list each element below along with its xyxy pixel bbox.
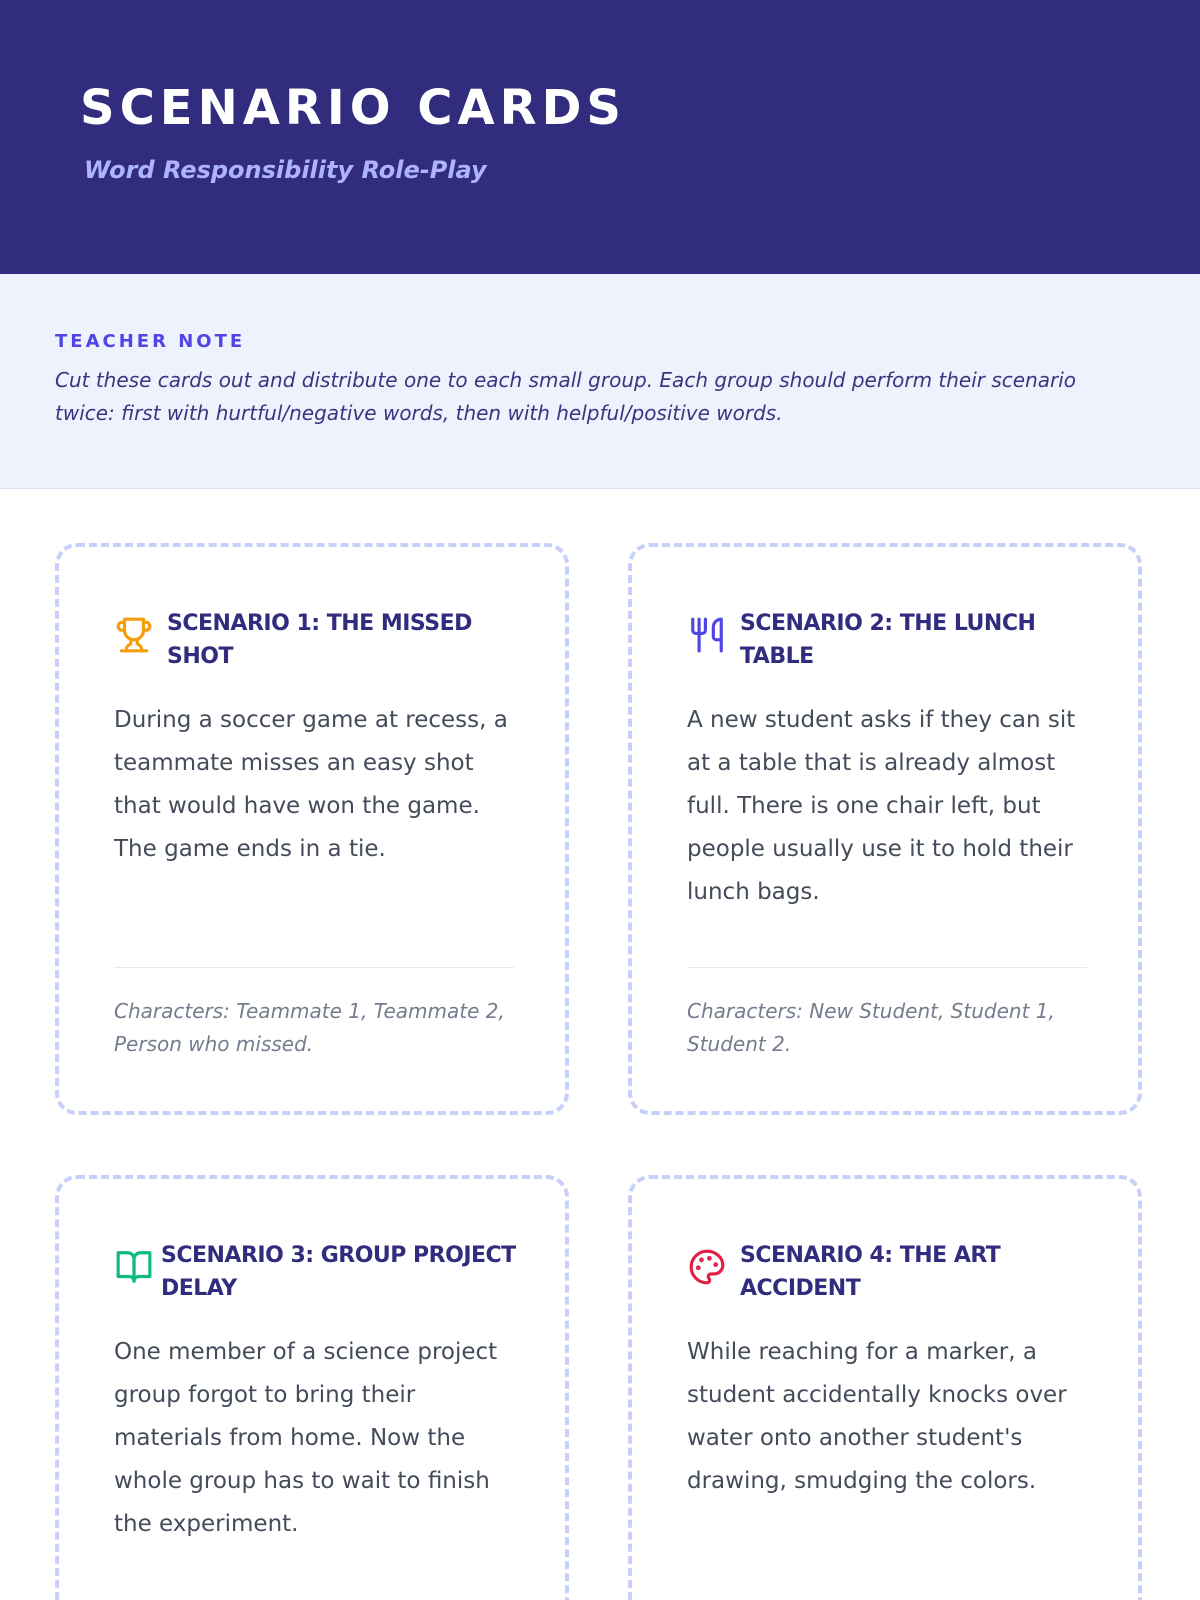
scenario-description: While reaching for a marker, a student accidentally knocks over water onto another student's drawing, smudging the colors. bbox=[687, 1339, 1067, 1494]
scenario-card-4 bbox=[628, 1175, 1142, 1600]
utensils-icon bbox=[688, 615, 726, 655]
page-header bbox=[0, 0, 1200, 274]
page-subtitle: Word Responsibility Role-Play bbox=[84, 156, 487, 184]
trophy-icon bbox=[115, 615, 153, 655]
scenario-title: SCENARIO 3: GROUP PROJECT DELAY bbox=[161, 1243, 516, 1301]
scenario-title: SCENARIO 4: THE ART ACCIDENT bbox=[740, 1243, 1001, 1301]
scenario-title: SCENARIO 2: THE LUNCH TABLE bbox=[740, 611, 1036, 669]
scenario-description: One member of a science project group forgot to bring their materials from home. Now the whole group has to wait to finish the experiment. bbox=[114, 1339, 498, 1537]
teacher-note-title: TEACHER NOTE bbox=[55, 331, 246, 352]
card-divider bbox=[687, 967, 1087, 968]
scenario-characters: Characters: New Student, Student 1, Student 2. bbox=[687, 999, 1055, 1056]
scenario-card-1 bbox=[55, 543, 569, 1115]
page-title: SCENARIO CARDS bbox=[80, 80, 626, 136]
scenario-card-3 bbox=[55, 1175, 569, 1600]
teacher-note bbox=[0, 274, 1200, 489]
scenario-description: During a soccer game at recess, a teammate misses an easy shot that would have won the game. The game ends in a tie. bbox=[114, 707, 508, 862]
scenario-card-2 bbox=[628, 543, 1142, 1115]
book-icon bbox=[115, 1247, 153, 1287]
teacher-note-text: Cut these cards out and distribute one to each small group. Each group should perform their scenario twice: first with hurtful/negative words, then with helpful/positive words. bbox=[55, 368, 1077, 425]
card-divider bbox=[114, 967, 514, 968]
scenario-description: A new student asks if they can sit at a table that is already almost full. There is one chair left, but people usually use it to hold their lunch bags. bbox=[687, 707, 1076, 905]
palette-icon bbox=[688, 1247, 726, 1287]
scenario-characters: Characters: Teammate 1, Teammate 2, Person who missed. bbox=[114, 999, 505, 1056]
scenario-title: SCENARIO 1: THE MISSED SHOT bbox=[167, 611, 472, 669]
